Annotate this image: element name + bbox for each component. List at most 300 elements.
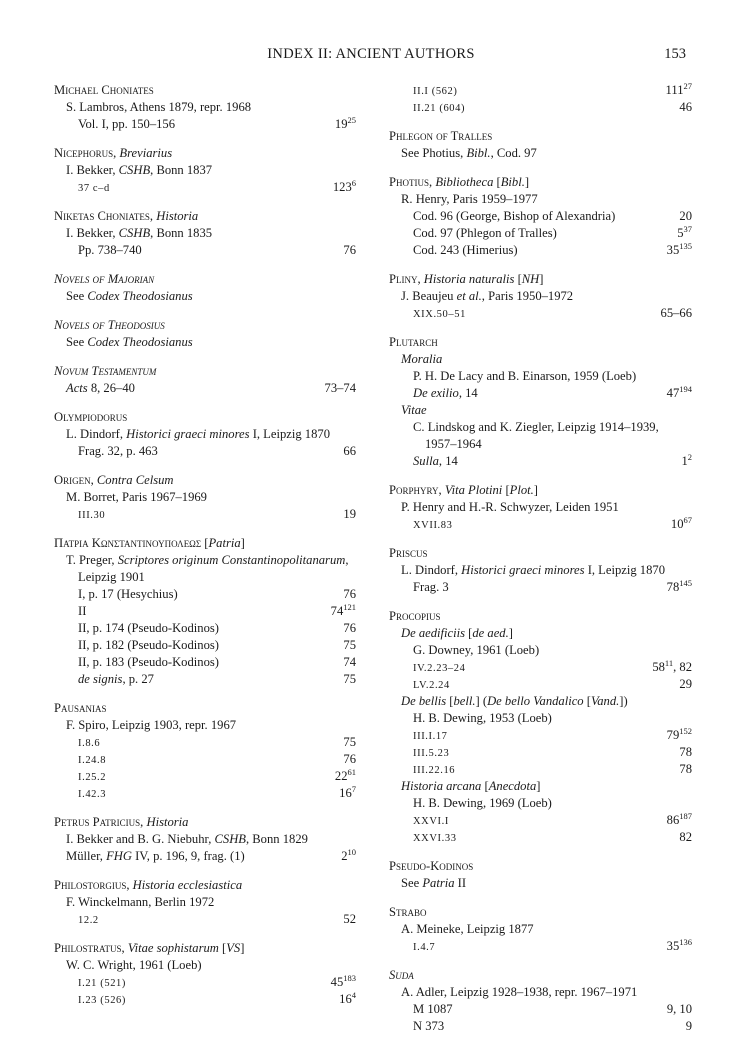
text-run: [ bbox=[446, 694, 454, 708]
text-run: P. Henry and H.-R. Schwyzer, Leiden 1951 bbox=[401, 500, 619, 514]
entry-line bbox=[389, 938, 692, 955]
text-run: III.I.17 bbox=[413, 731, 448, 742]
text-run: IV.2.23–24 bbox=[413, 663, 466, 674]
text-run: III.5.23 bbox=[413, 748, 450, 759]
text-run: ]) bbox=[619, 694, 628, 708]
text-run: L. Dindorf, bbox=[66, 427, 127, 441]
entry-text bbox=[54, 271, 154, 288]
text-run: Pausanias bbox=[54, 701, 107, 715]
text-run: N 373 bbox=[413, 1019, 445, 1033]
entry-heading bbox=[389, 271, 692, 288]
text-run: Frag. 3 bbox=[413, 580, 449, 594]
entry-text bbox=[389, 608, 441, 625]
entry-line bbox=[54, 831, 356, 848]
entry-text bbox=[413, 829, 457, 847]
entry-text bbox=[413, 225, 557, 242]
text-run: de signis bbox=[78, 672, 123, 686]
text-run: ] bbox=[524, 175, 530, 189]
entry-heading bbox=[54, 409, 356, 426]
text-run: XIX.50–51 bbox=[413, 309, 466, 320]
text-run: Olympiodorus bbox=[54, 410, 128, 424]
text-run: T. Preger, bbox=[66, 553, 118, 567]
page-reference bbox=[325, 380, 356, 397]
entry-line bbox=[389, 368, 692, 385]
text-run: I.21 (521) bbox=[78, 978, 126, 989]
entry-line bbox=[389, 288, 692, 305]
entry-line bbox=[54, 911, 356, 928]
text-run: I. Bekker and B. G. Niebuhr, bbox=[66, 832, 215, 846]
text-run: I.24.8 bbox=[78, 755, 107, 766]
entry-heading bbox=[54, 82, 356, 99]
page-number-ref: 76 bbox=[343, 752, 356, 766]
text-run: , 14 bbox=[438, 454, 458, 468]
entry-line bbox=[54, 552, 356, 586]
page-number-ref: 35 bbox=[666, 243, 680, 257]
index-entry bbox=[54, 271, 356, 305]
page-reference bbox=[335, 116, 356, 133]
entry-text bbox=[54, 317, 165, 334]
footnote-ref: 194 bbox=[679, 384, 692, 394]
entry-line bbox=[389, 453, 692, 470]
page-number-ref: 75 bbox=[343, 735, 356, 749]
page-reference bbox=[661, 305, 692, 322]
index-entry bbox=[54, 814, 356, 865]
text-run: II bbox=[78, 604, 87, 618]
entry-text bbox=[66, 848, 245, 865]
text-run: Niketas Choniates, bbox=[54, 209, 157, 223]
text-run: II, p. 174 (Pseudo-Kodinos) bbox=[78, 621, 219, 635]
page-number-ref: 65–66 bbox=[660, 306, 692, 320]
entry-text bbox=[78, 768, 106, 786]
entry-text bbox=[401, 351, 442, 368]
entry-text bbox=[78, 506, 105, 524]
page-number-ref: 9, 10 bbox=[666, 1002, 692, 1016]
entry-heading bbox=[389, 482, 692, 499]
index-entry bbox=[389, 128, 692, 162]
entry-line bbox=[54, 334, 356, 351]
text-run: I, Leipzig 1870 bbox=[584, 563, 665, 577]
text-run: III.22.16 bbox=[413, 765, 456, 776]
page-number-ref: 74 bbox=[343, 655, 356, 669]
page-number-ref: 2 bbox=[341, 849, 348, 863]
index-entry bbox=[54, 208, 356, 259]
text-run: Priscus bbox=[389, 546, 428, 560]
entry-heading bbox=[54, 940, 356, 957]
page-reference bbox=[333, 179, 356, 196]
entry-line bbox=[389, 562, 692, 579]
text-run: [ bbox=[583, 694, 591, 708]
text-run: G. Downey, 1961 (Loeb) bbox=[413, 643, 540, 657]
entry-line bbox=[389, 921, 692, 938]
entry-line bbox=[54, 785, 356, 802]
page-reference bbox=[667, 812, 692, 829]
text-run: 8, 26–40 bbox=[87, 381, 135, 395]
page-reference bbox=[667, 242, 692, 259]
text-run: F. Winckelmann, Berlin 1972 bbox=[66, 895, 215, 909]
entry-text bbox=[413, 208, 615, 225]
entry-line bbox=[389, 829, 692, 846]
text-run: Vol. I, pp. 150–156 bbox=[78, 117, 176, 131]
entry-text bbox=[66, 225, 212, 242]
entry-text bbox=[413, 761, 455, 779]
entry-text bbox=[413, 727, 448, 745]
entry-line bbox=[389, 710, 692, 727]
page-number-ref: 75 bbox=[343, 638, 356, 652]
text-run: Pseudo-Kodinos bbox=[389, 859, 474, 873]
text-run: , Paris 1950–1972 bbox=[481, 289, 574, 303]
entry-text bbox=[78, 586, 178, 603]
text-run: Scriptores originum Constantinopolitanarum bbox=[117, 553, 346, 567]
index-entry bbox=[54, 877, 356, 928]
text-run: Phlegon of Tralles bbox=[389, 129, 493, 143]
entry-text bbox=[401, 984, 637, 1001]
entry-text bbox=[413, 385, 478, 402]
index-entry bbox=[54, 472, 356, 523]
footnote-ref: 4 bbox=[351, 990, 356, 1000]
page-number-ref: 10 bbox=[670, 517, 684, 531]
index-entry bbox=[54, 940, 356, 1008]
page-reference bbox=[339, 785, 356, 802]
page-number-ref: 58 bbox=[652, 660, 665, 674]
page-number-ref: 111 bbox=[665, 83, 684, 97]
page-reference bbox=[343, 671, 356, 688]
text-run: M. Borret, Paris 1967–1969 bbox=[66, 490, 207, 504]
entry-line bbox=[54, 957, 356, 974]
text-run: et al. bbox=[456, 289, 482, 303]
text-run: Breviarius bbox=[119, 146, 173, 160]
text-run: De aedificiis bbox=[401, 626, 466, 640]
text-run: Pliny, bbox=[389, 272, 424, 286]
page-number-ref: 52 bbox=[343, 912, 356, 926]
entry-heading bbox=[54, 535, 356, 552]
entry-line bbox=[389, 727, 692, 744]
running-header bbox=[0, 46, 742, 66]
entry-heading bbox=[54, 472, 356, 489]
text-run: M 1087 bbox=[413, 1002, 453, 1016]
entry-text bbox=[413, 453, 458, 470]
page-reference bbox=[331, 603, 356, 620]
entry-text bbox=[413, 579, 449, 596]
entry-line bbox=[389, 499, 692, 516]
entry-text bbox=[66, 99, 251, 116]
page-reference bbox=[331, 974, 356, 991]
text-run: See bbox=[66, 289, 88, 303]
text-run: Photius, bbox=[389, 175, 436, 189]
page-reference bbox=[343, 443, 356, 460]
entry-line bbox=[389, 385, 692, 402]
footnote-ref: 6 bbox=[351, 178, 356, 188]
text-run: F. Spiro, Leipzig 1903, repr. 1967 bbox=[66, 718, 237, 732]
index-entry bbox=[54, 700, 356, 802]
text-run: , Bonn 1835 bbox=[150, 226, 213, 240]
page-reference bbox=[671, 516, 692, 533]
text-run: Historia ecclesiastica bbox=[132, 878, 243, 892]
footnote-ref: 10 bbox=[347, 847, 356, 857]
entry-text bbox=[401, 191, 538, 208]
page-number-ref: 82 bbox=[679, 830, 692, 844]
entry-heading bbox=[389, 858, 692, 875]
text-run: Plutarch bbox=[389, 335, 438, 349]
page-reference bbox=[686, 1018, 692, 1035]
text-run: Historia bbox=[156, 209, 199, 223]
text-run: CSHB bbox=[214, 832, 246, 846]
page-number-ref: 66 bbox=[343, 444, 356, 458]
index-entry bbox=[54, 363, 356, 397]
entry-text bbox=[389, 174, 529, 191]
page-reference bbox=[343, 506, 356, 523]
entry-text bbox=[66, 162, 212, 179]
entry-text bbox=[54, 363, 156, 380]
text-run: III.30 bbox=[78, 510, 106, 521]
index-entry bbox=[389, 967, 692, 1035]
page-number-ref: 1 bbox=[681, 454, 688, 468]
page-reference bbox=[666, 82, 692, 99]
entry-line bbox=[389, 761, 692, 778]
page-number-ref: 78 bbox=[679, 762, 692, 776]
footnote-ref: 187 bbox=[679, 811, 692, 821]
text-run: De bellis bbox=[401, 694, 447, 708]
entry-line bbox=[54, 671, 356, 688]
entry-text bbox=[401, 921, 534, 938]
entry-heading bbox=[389, 128, 692, 145]
page-number-ref: 29 bbox=[679, 677, 692, 691]
entry-text bbox=[413, 938, 435, 956]
entry-text bbox=[389, 858, 473, 875]
text-run: [ bbox=[465, 626, 473, 640]
text-run: S. Lambros, Athens 1879, repr. 1968 bbox=[66, 100, 252, 114]
page-number: 153 bbox=[664, 46, 686, 62]
entry-text bbox=[54, 208, 198, 225]
page-reference bbox=[667, 727, 692, 744]
entry-line bbox=[54, 603, 356, 620]
text-run: bell. bbox=[453, 694, 476, 708]
page-reference bbox=[679, 676, 692, 693]
additional-page-ref: , 82 bbox=[673, 660, 692, 674]
entry-text bbox=[389, 128, 492, 145]
text-run: CSHB bbox=[118, 163, 151, 177]
text-run: I.8.6 bbox=[78, 738, 101, 749]
text-run: Codex Theodosianus bbox=[87, 289, 193, 303]
text-run: ] ( bbox=[475, 694, 488, 708]
entry-heading bbox=[389, 334, 692, 351]
index-entry bbox=[389, 858, 692, 892]
footnote-ref: 27 bbox=[683, 81, 692, 91]
page-number-ref: 76 bbox=[343, 621, 356, 635]
text-run: XXVI.I bbox=[413, 816, 449, 827]
text-run: W. C. Wright, 1961 (Loeb) bbox=[66, 958, 202, 972]
entry-text bbox=[78, 443, 158, 460]
entry-line bbox=[389, 225, 692, 242]
footnote-ref: 25 bbox=[347, 115, 356, 125]
text-run: ] bbox=[533, 483, 538, 497]
entry-text bbox=[78, 991, 126, 1009]
text-run: I.4.7 bbox=[413, 942, 436, 953]
page-reference bbox=[667, 579, 692, 596]
entry-line bbox=[389, 351, 692, 368]
entry-heading bbox=[54, 317, 356, 334]
text-run: Πατρια Κωνσταντινουπολεως bbox=[54, 536, 205, 550]
entry-text bbox=[66, 288, 193, 305]
entry-heading bbox=[54, 208, 356, 225]
text-run: Petrus Patricius, bbox=[54, 815, 147, 829]
text-run: Patria bbox=[422, 876, 455, 890]
page-number-ref: 75 bbox=[343, 672, 356, 686]
text-run: See bbox=[401, 876, 423, 890]
entry-line bbox=[389, 875, 692, 892]
text-run: Michael Choniates bbox=[54, 83, 154, 97]
index-column-left bbox=[54, 82, 356, 1020]
page-reference bbox=[343, 911, 356, 928]
entry-line bbox=[389, 145, 692, 162]
footnote-ref: 2 bbox=[687, 452, 692, 462]
page-reference bbox=[667, 1001, 692, 1018]
text-run: ] bbox=[240, 941, 245, 955]
text-run: Patria bbox=[208, 536, 241, 550]
entry-line bbox=[54, 717, 356, 734]
entry-text bbox=[66, 552, 356, 586]
page-reference bbox=[343, 734, 356, 751]
entry-text bbox=[78, 974, 126, 992]
entry-line bbox=[389, 305, 692, 322]
text-run: C. Lindskog and K. Ziegler, Leipzig 1914–1939, bbox=[413, 420, 659, 434]
entry-line bbox=[389, 242, 692, 259]
text-run: Novels of Majorian bbox=[54, 272, 155, 286]
page-reference bbox=[343, 620, 356, 637]
entry-line bbox=[54, 162, 356, 179]
entry-heading bbox=[389, 174, 692, 191]
text-run: CSHB bbox=[118, 226, 151, 240]
text-run: ] bbox=[240, 536, 245, 550]
page-number-ref: 79 bbox=[666, 728, 680, 742]
text-run: I.25.2 bbox=[78, 772, 107, 783]
entry-text bbox=[413, 710, 552, 727]
entry-line bbox=[54, 426, 356, 443]
entry-heading bbox=[389, 608, 692, 625]
page-number-ref: 76 bbox=[343, 243, 356, 257]
text-run: A. Meineke, Leipzig 1877 bbox=[401, 922, 534, 936]
entry-text bbox=[54, 700, 107, 717]
entry-line bbox=[54, 620, 356, 637]
text-run: Cod. 243 (Himerius) bbox=[413, 243, 518, 257]
entry-text bbox=[413, 368, 636, 385]
text-run: Vitae sophistarum bbox=[127, 941, 219, 955]
page-reference bbox=[681, 453, 692, 470]
text-run: [ bbox=[502, 483, 510, 497]
footnote-ref: 121 bbox=[343, 602, 356, 612]
text-run: Porphyry, bbox=[389, 483, 445, 497]
entry-text bbox=[413, 82, 457, 100]
page-number-ref: 86 bbox=[666, 813, 680, 827]
text-run: Contra Celsum bbox=[96, 473, 174, 487]
entry-heading bbox=[389, 545, 692, 562]
entry-line bbox=[389, 419, 692, 436]
page-number-ref: 73–74 bbox=[324, 381, 356, 395]
text-run: Sulla bbox=[413, 454, 439, 468]
text-run: [ bbox=[218, 941, 227, 955]
index-entry bbox=[54, 82, 356, 133]
page-reference bbox=[667, 385, 692, 402]
entry-line bbox=[54, 489, 356, 506]
text-run: Philostratus, bbox=[54, 941, 128, 955]
page-reference bbox=[677, 225, 692, 242]
text-run: ] bbox=[508, 626, 513, 640]
entry-text bbox=[66, 489, 207, 506]
entry-line bbox=[389, 693, 692, 710]
text-run: I. Bekker, bbox=[66, 226, 119, 240]
entry-text bbox=[66, 831, 308, 848]
page-reference bbox=[335, 768, 356, 785]
text-run: I.23 (526) bbox=[78, 995, 126, 1006]
entry-line bbox=[54, 288, 356, 305]
entry-text bbox=[66, 380, 135, 397]
footnote-ref: 7 bbox=[351, 784, 356, 794]
page-number-ref: 19 bbox=[334, 117, 348, 131]
text-run: Bibliotheca bbox=[435, 175, 494, 189]
entry-text bbox=[401, 145, 537, 162]
entry-line bbox=[54, 654, 356, 671]
text-run: De exilio bbox=[413, 386, 459, 400]
entry-heading bbox=[389, 967, 692, 984]
entry-line bbox=[389, 82, 692, 99]
entry-line bbox=[54, 751, 356, 768]
text-run: Strabo bbox=[389, 905, 427, 919]
entry-text bbox=[66, 334, 193, 351]
entry-heading bbox=[54, 271, 356, 288]
entry-line bbox=[389, 191, 692, 208]
footnote-ref: 135 bbox=[679, 241, 692, 251]
text-run: ] bbox=[536, 779, 541, 793]
page-number-ref: 19 bbox=[343, 507, 356, 521]
page-number-ref: 9 bbox=[685, 1019, 692, 1033]
entry-text bbox=[389, 904, 427, 921]
entry-line bbox=[54, 894, 356, 911]
entry-text bbox=[401, 402, 427, 419]
entry-text bbox=[413, 419, 659, 436]
text-run: Moralia bbox=[401, 352, 443, 366]
entry-text bbox=[66, 426, 330, 443]
index-entry bbox=[389, 482, 692, 533]
text-run: Historia arcana bbox=[401, 779, 482, 793]
index-entry bbox=[389, 174, 692, 259]
page-reference bbox=[343, 751, 356, 768]
entry-text bbox=[54, 877, 242, 894]
entry-text bbox=[413, 99, 465, 117]
text-run: FHG bbox=[106, 849, 132, 863]
text-run: Müller, bbox=[66, 849, 107, 863]
entry-text bbox=[389, 482, 538, 499]
entry-text bbox=[413, 242, 518, 259]
text-run: , Bonn 1837 bbox=[150, 163, 213, 177]
text-run: 1957–1964 bbox=[425, 437, 482, 451]
text-run: A. Adler, Leipzig 1928–1938, repr. 1967–1971 bbox=[401, 985, 638, 999]
entry-text bbox=[54, 940, 244, 957]
text-run: de aed. bbox=[472, 626, 509, 640]
text-run: See bbox=[66, 335, 88, 349]
entry-text bbox=[78, 116, 175, 133]
footnote-ref: 11 bbox=[664, 658, 674, 668]
page-reference bbox=[679, 829, 692, 846]
text-run: IV, p. 196, 9, frag. (1) bbox=[131, 849, 245, 863]
entry-line bbox=[389, 436, 692, 453]
entry-line bbox=[389, 1018, 692, 1035]
entry-line bbox=[54, 637, 356, 654]
page-reference bbox=[341, 848, 356, 865]
entry-text bbox=[54, 409, 127, 426]
text-run: L. Dindorf, bbox=[401, 563, 462, 577]
page-reference bbox=[679, 744, 692, 761]
text-run: Novels of Theodosius bbox=[54, 318, 165, 332]
entry-text bbox=[78, 179, 110, 197]
